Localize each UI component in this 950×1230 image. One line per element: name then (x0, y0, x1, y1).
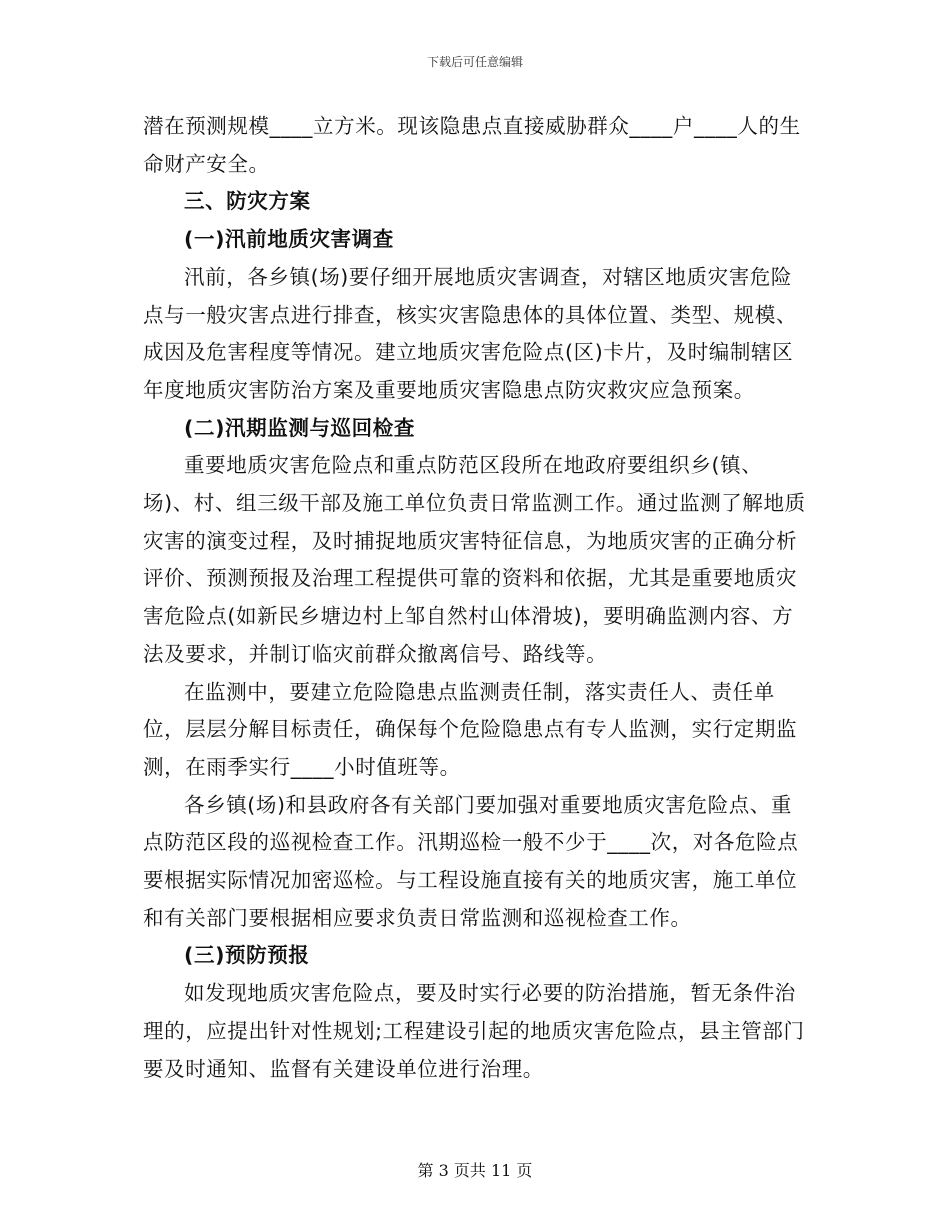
page-header-note: 下载后可任意编辑 (426, 55, 523, 69)
page-number-footer: 第 3 页共 11 页 (417, 1161, 533, 1180)
paragraph-prevention-forecast: 如发现地质灾害危险点，要及时实行必要的防治措施，暂无条件治理的，应提出针对性规划;工程建设引起的地质灾害危险点，县主管部门要及时通知、监督有关建设单位进行治理。 (143, 981, 805, 1081)
paragraph-monitoring-responsibility: 在监测中，要建立危险隐患点监测责任制，落实责任人、责任单位，层层分解目标责任，确保每个危险隐患点有专人监测，实行定期监测，在雨季实行____小时值班等。 (143, 679, 798, 779)
paragraph-monitoring-work: 重要地质灾害危险点和重点防范区段所在地政府要组织乡(镇、场)、村、组三级干部及施工单位负责日常监测工作。通过监测了解地质灾害的演变过程，及时捕捉地质灾害特征信息，为地质灾害的正确分析评价、预测预报及治理工程提供可靠的资料和依据，尤其是重要地质灾害危险点(如新民乡塘边村上邹自然村山体滑坡)，要明确监测内容、方法及要求，并制订临灾前群众撤离信号、路线等。 (143, 453, 806, 666)
paragraph-patrol-inspection: 各乡镇(场)和县政府各有关部门要加强对重要地质灾害危险点、重点防范区段的巡视检查工作。汛期巡检一般不少于____次，对各危险点要根据实际情况加密巡检。与工程设施直接有关的地质灾害，施工单位和有关部门要根据相应要求负责日常监测和巡视检查工作。 (143, 792, 799, 930)
paragraph-pre-flood-survey: 汛前，各乡镇(场)要仔细开展地质灾害调查，对辖区地质灾害危险点与一般灾害点进行排查，核实灾害隐患体的具体位置、类型、规模、成因及危害程度等情况。建立地质灾害危险点(区)卡片，及时编制辖区年度地质灾害防治方案及重要地质灾害隐患点防灾救灾应急预案。 (143, 264, 798, 402)
document-body (143, 108, 807, 1088)
section-heading-disaster-plan: 三、防灾方案 (184, 189, 311, 214)
subheading-flood-monitoring: (二)汛期监测与巡回检查 (184, 415, 415, 440)
subheading-pre-flood-survey: (一)汛前地质灾害调查 (184, 227, 394, 252)
subheading-prevention-forecast: (三)预防预报 (184, 943, 310, 968)
paragraph-continuation: 潜在预测规模____立方米。现该隐患点直接威胁群众____户____人的生命财产安全。 (143, 114, 801, 176)
